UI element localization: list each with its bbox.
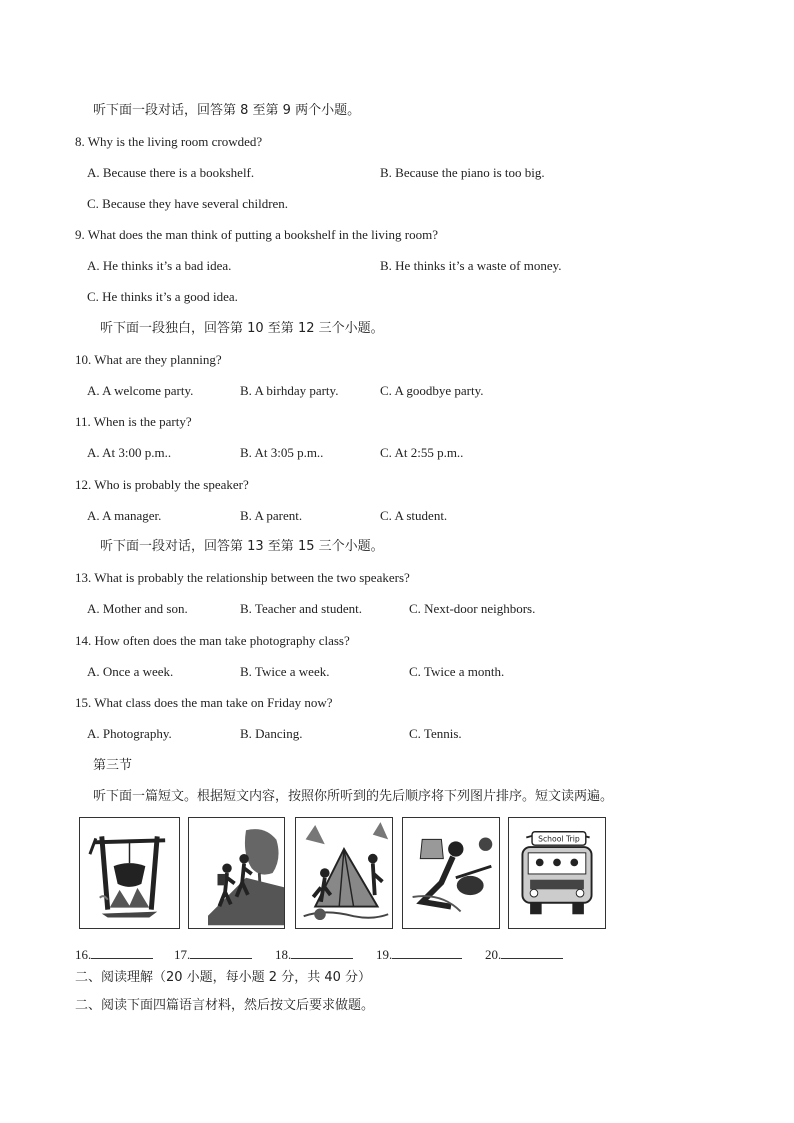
question-15-option-b: B. Dancing. xyxy=(240,726,303,741)
reading-heading: 二、阅读理解（20 小题，每小题 2 分，共 40 分） xyxy=(75,970,372,985)
section-intro: 听下面一段独白，回答第 10 至第 12 三个小题。 xyxy=(100,321,384,336)
question-12-option-a: A. A manager. xyxy=(87,508,162,523)
answer-number: 17. xyxy=(174,947,191,962)
question-10-option-c: C. A goodbye party. xyxy=(380,383,484,398)
question-12-option-c: C. A student. xyxy=(380,508,448,523)
question-8-option-c: C. Because they have several children. xyxy=(87,196,289,211)
answer-blank[interactable] xyxy=(501,946,563,959)
question-9-option-c: C. He thinks it’s a good idea. xyxy=(87,289,238,304)
question-13-stem: 13. What is probably the relationship between the two speakers? xyxy=(75,570,410,585)
answer-18[interactable] xyxy=(275,946,353,963)
question-10-option-b: B. A birhday party. xyxy=(240,383,339,398)
question-8-option-b: B. Because the piano is too big. xyxy=(380,165,545,180)
question-14-option-a: A. Once a week. xyxy=(87,664,174,679)
question-14-stem: 14. How often does the man take photography class? xyxy=(75,633,350,648)
reading-instructions: 二、阅读下面四篇语言材料，然后按文后要求做题。 xyxy=(75,998,375,1013)
question-11-option-c: C. At 2:55 p.m.. xyxy=(380,445,464,460)
answer-17[interactable] xyxy=(174,946,252,963)
answer-blank[interactable] xyxy=(392,946,462,959)
question-15-stem: 15. What class does the man take on Friday now? xyxy=(75,695,333,710)
campfire-pot-icon xyxy=(79,817,180,929)
question-11-option-a: A. At 3:00 p.m.. xyxy=(87,445,172,460)
question-8-stem: 8. Why is the living room crowded? xyxy=(75,134,263,149)
question-15-option-c: C. Tennis. xyxy=(409,726,462,741)
section-intro: 听下面一段对话，回答第 13 至第 15 三个小题。 xyxy=(100,539,384,554)
answer-number: 18. xyxy=(275,947,292,962)
answer-blank[interactable] xyxy=(91,946,153,959)
answer-number: 20. xyxy=(485,947,502,962)
section-intro: 听下面一段对话，回答第 8 至第 9 两个小题。 xyxy=(93,103,361,118)
question-12-option-b: B. A parent. xyxy=(240,508,303,523)
question-13-option-a: A. Mother and son. xyxy=(87,601,188,616)
question-11-stem: 11. When is the party? xyxy=(75,414,192,429)
question-10-option-a: A. A welcome party. xyxy=(87,383,194,398)
question-14-option-c: C. Twice a month. xyxy=(409,664,505,679)
answer-20[interactable] xyxy=(485,946,563,963)
tent-camping-icon xyxy=(295,817,393,929)
answer-19[interactable] xyxy=(376,946,462,963)
question-9-option-a: A. He thinks it’s a bad idea. xyxy=(87,258,232,273)
question-9-option-b: B. He thinks it’s a waste of money. xyxy=(380,258,562,273)
question-13-option-c: C. Next-door neighbors. xyxy=(409,601,536,616)
answer-number: 19. xyxy=(376,947,393,962)
answer-blank[interactable] xyxy=(291,946,353,959)
question-13-option-b: B. Teacher and student. xyxy=(240,601,362,616)
answer-number: 16. xyxy=(75,947,92,962)
question-8-option-a: A. Because there is a bookshelf. xyxy=(87,165,255,180)
answer-blank[interactable] xyxy=(190,946,252,959)
question-14-option-b: B. Twice a week. xyxy=(240,664,330,679)
guitar-player-icon xyxy=(402,817,500,929)
hikers-climbing-icon xyxy=(188,817,285,929)
question-11-option-b: B. At 3:05 p.m.. xyxy=(240,445,324,460)
question-10-stem: 10. What are they planning? xyxy=(75,352,222,367)
part3-instructions: 听下面一篇短文。根据短文内容，按照你所听到的先后顺序将下列图片排序。短文读两遍。 xyxy=(93,789,614,804)
school-bus-icon xyxy=(508,817,606,929)
part3-title: 第三节 xyxy=(93,758,133,773)
answer-16[interactable] xyxy=(75,946,153,963)
school-trip-label: School Trip xyxy=(538,834,580,844)
question-15-option-a: A. Photography. xyxy=(87,726,172,741)
question-12-stem: 12. Who is probably the speaker? xyxy=(75,477,249,492)
question-9-stem: 9. What does the man think of putting a bookshelf in the living room? xyxy=(75,227,438,242)
